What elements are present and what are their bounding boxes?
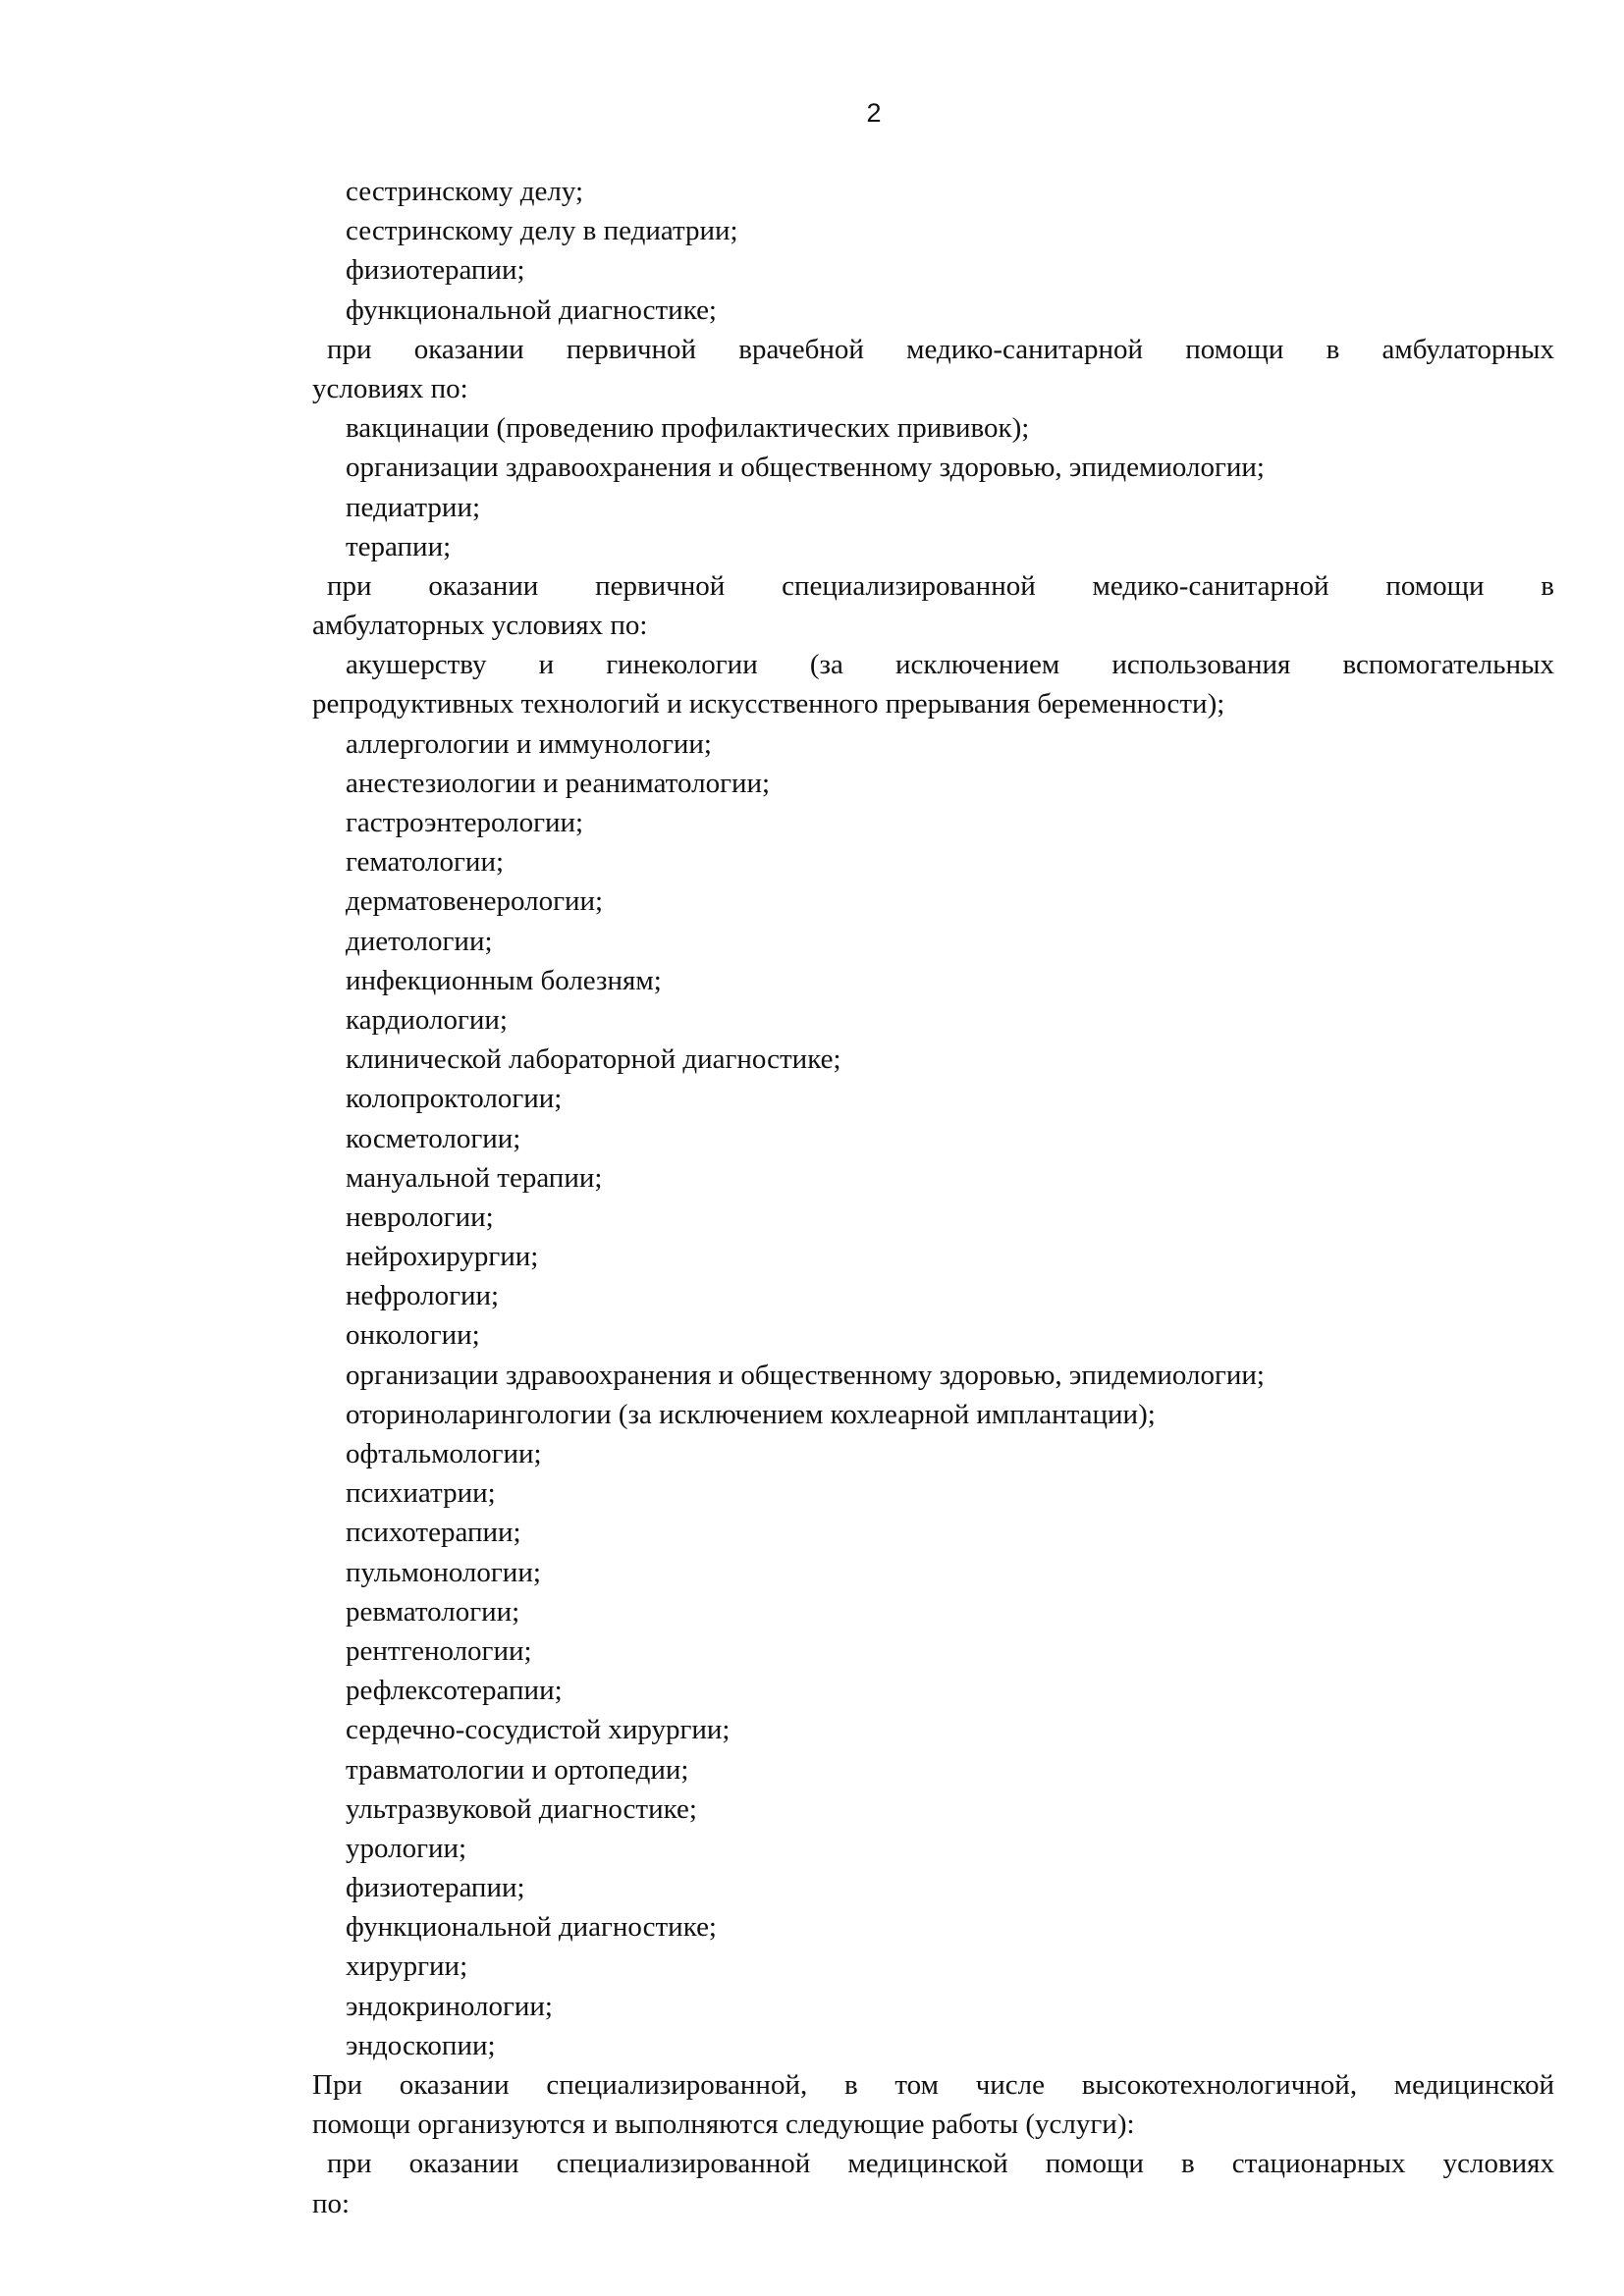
list-item [312, 1750, 1554, 1789]
list-item [312, 961, 1554, 1000]
text-line: мануальной терапии; [346, 1161, 603, 1194]
list-item [312, 1789, 1554, 1829]
list-item [312, 1395, 1554, 1434]
list-item [312, 1315, 1554, 1355]
list-item [312, 1473, 1554, 1513]
text-line: рефлексотерапии; [346, 1675, 563, 1707]
list-item [312, 1276, 1554, 1315]
text-line: оториноларингологии (за исключением кохлеарной имплантации); [346, 1398, 1156, 1430]
text-line: вакцинации (проведению профилактических прививок); [346, 412, 1030, 445]
text-line: неврологии; [346, 1201, 494, 1233]
list-item [312, 1829, 1554, 1868]
text-line: пульмонологии; [346, 1556, 541, 1588]
list-item [312, 250, 1554, 290]
text-line: нейрохирургии; [346, 1241, 539, 1273]
text-line: ультразвуковой диагностике; [346, 1792, 697, 1825]
text-line: педиатрии; [346, 491, 481, 523]
list-item [312, 448, 1554, 487]
text-line: организации здравоохранения и общественному здоровью, эпидемиологии; [346, 1359, 1265, 1391]
text-line: офтальмологии; [346, 1438, 542, 1469]
text-line: урологии; [346, 1832, 467, 1864]
text-line: психотерапии; [346, 1517, 521, 1549]
text-line: функциональной диагностике; [346, 1911, 717, 1944]
list-item [312, 1000, 1554, 1040]
text-line: при оказании первичной врачебной медико-санитарной помощи в амбулаторных [327, 333, 1554, 365]
list-item [312, 1868, 1554, 1907]
list-item [312, 1592, 1554, 1631]
text-line: физиотерапии; [346, 254, 525, 287]
text-line: репродуктивных технологий и искусственного прерывания беременности); [312, 688, 1225, 721]
text-line: колопроктологии; [346, 1083, 563, 1115]
list-item [312, 408, 1554, 448]
paragraph [312, 330, 1554, 408]
list-item [312, 1671, 1554, 1710]
text-line: функциональной диагностике; [346, 294, 717, 326]
list-item [312, 1119, 1554, 1158]
text-line: нефрологии; [346, 1280, 500, 1312]
text-line: гематологии; [346, 846, 505, 879]
text-line: эндокринологии; [346, 1990, 553, 2022]
list-item [312, 2026, 1554, 2065]
list-item [312, 1198, 1554, 1237]
text-line: хирургии; [346, 1950, 468, 1983]
list-item [312, 488, 1554, 527]
text-line: организации здравоохранения и общественному здоровью, эпидемиологии; [346, 452, 1265, 484]
text-line: сестринскому делу в педиатрии; [346, 215, 738, 247]
list-item [312, 1356, 1554, 1395]
paragraph [312, 2144, 1554, 2222]
text-line: условиях по: [312, 372, 468, 404]
list-item [312, 1079, 1554, 1118]
text-line: онкологии; [346, 1319, 480, 1352]
text-line: При оказании специализированной, в том числе высокотехнологичной, медицинской [312, 2069, 1554, 2101]
text-line: эндоскопии; [346, 2029, 496, 2061]
text-line: ревматологии; [346, 1595, 520, 1628]
text-line: рентгенологии; [346, 1634, 532, 1667]
list-item [312, 842, 1554, 881]
list-item [312, 803, 1554, 842]
text-line: клинической лабораторной диагностике; [346, 1043, 841, 1076]
list-item [312, 881, 1554, 921]
text-line: инфекционным болезням; [346, 964, 662, 996]
text-line: сердечно-сосудистой хирургии; [346, 1714, 731, 1746]
list-item [312, 1947, 1554, 1986]
paragraph [312, 2065, 1554, 2144]
text-line: косметологии; [346, 1122, 521, 1154]
text-line: гастроэнтерологии; [346, 807, 584, 838]
list-item [312, 645, 1554, 723]
list-item [312, 1987, 1554, 2026]
text-line: по: [312, 2187, 351, 2219]
document-body [312, 172, 1554, 2223]
text-line: дерматовенерологии; [346, 885, 604, 918]
text-line: акушерству и гинекологии (за исключением использования вспомогательных [346, 649, 1554, 681]
text-line: кардиологии; [346, 1003, 508, 1036]
list-item [312, 724, 1554, 764]
list-item [312, 291, 1554, 330]
text-line: психиатрии; [346, 1477, 496, 1510]
list-item [312, 1158, 1554, 1198]
text-line: помощи организуются и выполняются следующие работы (услуги): [312, 2109, 1135, 2141]
list-item [312, 1513, 1554, 1552]
text-line: терапии; [346, 530, 452, 562]
list-item [312, 1553, 1554, 1592]
list-item [312, 1040, 1554, 1079]
paragraph [312, 566, 1554, 645]
text-line: травматологии и ортопедии; [346, 1753, 689, 1786]
text-line: аллергологии и иммунологии; [346, 727, 712, 760]
list-item [312, 527, 1554, 566]
list-item [312, 1710, 1554, 1749]
text-line: сестринскому делу; [346, 176, 584, 207]
list-item [312, 1907, 1554, 1947]
list-item [312, 172, 1554, 211]
list-item [312, 922, 1554, 961]
list-item [312, 1237, 1554, 1276]
list-item [312, 1434, 1554, 1473]
text-line: при оказании первичной специализированной медико-санитарной помощи в [327, 569, 1554, 602]
list-item [312, 211, 1554, 250]
list-item [312, 1631, 1554, 1671]
text-line: анестезиологии и реаниматологии; [346, 767, 771, 799]
text-line: при оказании специализированной медицинской помощи в стационарных условиях [327, 2148, 1554, 2180]
text-line: физиотерапии; [346, 1872, 525, 1904]
text-line: амбулаторных условиях по: [312, 610, 648, 642]
page-number: 2 [866, 98, 882, 128]
text-line: диетологии; [346, 925, 493, 957]
list-item [312, 764, 1554, 803]
